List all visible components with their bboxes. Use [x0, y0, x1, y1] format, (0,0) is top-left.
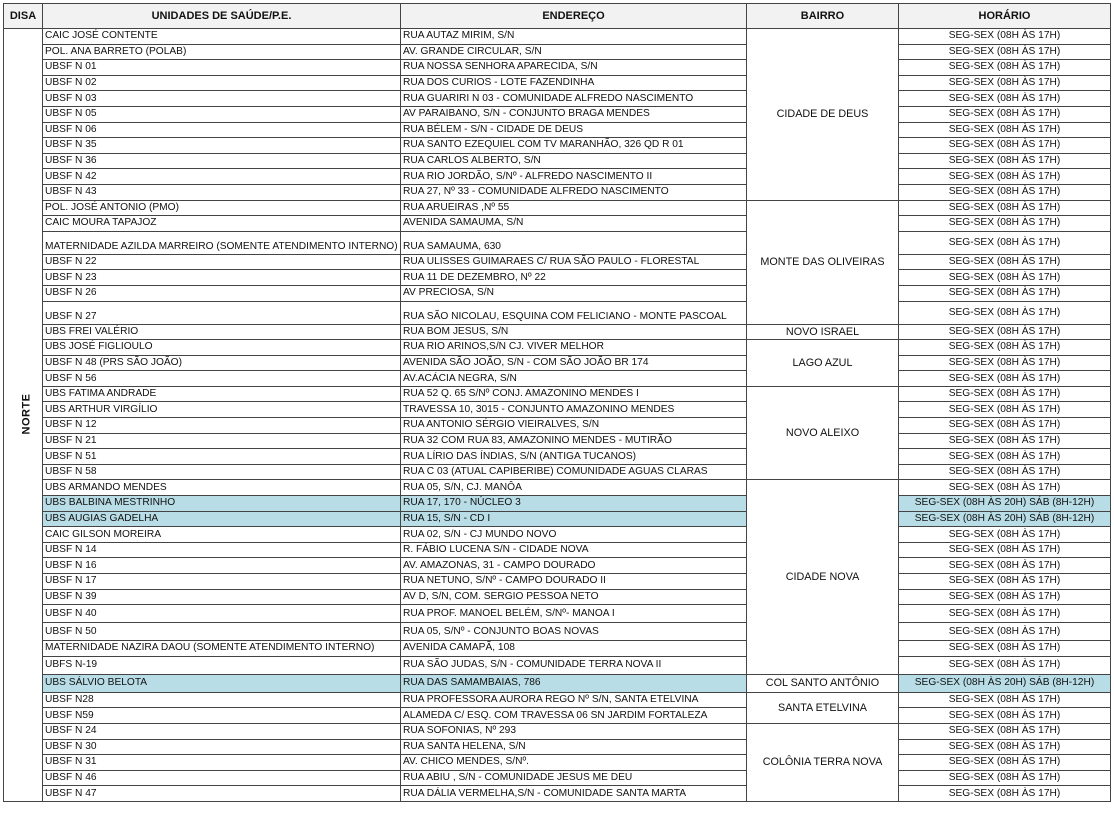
cell-horario: SEG-SEX (08H ÀS 17H): [899, 480, 1111, 496]
cell-unidade: UBSF N 36: [43, 153, 401, 169]
table-row: [4, 418, 1111, 434]
cell-unidade: UBSF N 47: [43, 786, 401, 802]
cell-horario: SEG-SEX (08H ÀS 17H): [899, 324, 1111, 340]
table-row: [4, 558, 1111, 574]
table-row: [4, 270, 1111, 286]
cell-endereco: RUA SOFONIAS, Nº 293: [401, 723, 747, 739]
cell-horario: SEG-SEX (08H ÀS 17H): [899, 739, 1111, 755]
cell-unidade: UBSF N 31: [43, 755, 401, 771]
cell-endereco: RUA 17, 170 - NÚCLEO 3: [401, 496, 747, 512]
cell-unidade: UBS FATIMA ANDRADE: [43, 386, 401, 402]
cell-horario: SEG-SEX (08H ÀS 17H): [899, 527, 1111, 543]
header-horario: HORÁRIO: [899, 4, 1111, 29]
cell-endereco: TRAVESSA 10, 3015 - CONJUNTO AMAZONINO MENDES: [401, 402, 747, 418]
cell-unidade: MATERNIDADE AZILDA MARREIRO (SOMENTE ATENDIMENTO INTERNO): [43, 231, 401, 254]
header-row: [4, 4, 1111, 29]
header-unidade: UNIDADES DE SAÚDE/P.E.: [43, 4, 401, 29]
table-row: [4, 674, 1111, 692]
cell-horario: SEG-SEX (08H ÀS 17H): [899, 44, 1111, 60]
table-row: [4, 106, 1111, 122]
table-row: [4, 511, 1111, 527]
cell-horario: SEG-SEX (08H ÀS 17H): [899, 433, 1111, 449]
cell-unidade: UBSF N 06: [43, 122, 401, 138]
cell-endereco: AVENIDA SÃO JOÃO, S/N - COM SÃO JOÃO BR 174: [401, 355, 747, 371]
cell-horario: SEG-SEX (08H ÀS 20H) SÁB (8H-12H): [899, 511, 1111, 527]
cell-horario: SEG-SEX (08H ÀS 17H): [899, 786, 1111, 802]
table-row: [4, 231, 1111, 254]
header-disa: DISA: [4, 4, 43, 29]
cell-horario: SEG-SEX (08H ÀS 17H): [899, 340, 1111, 356]
cell-unidade: UBS BALBINA MESTRINHO: [43, 496, 401, 512]
cell-horario: SEG-SEX (08H ÀS 17H): [899, 589, 1111, 605]
cell-unidade: CAIC JOSÉ CONTENTE: [43, 29, 401, 45]
cell-unidade: UBS ARMANDO MENDES: [43, 480, 401, 496]
cell-endereco: RUA SÃO JUDAS, S/N - COMUNIDADE TERRA NOVA II: [401, 656, 747, 674]
cell-unidade: UBSF N 42: [43, 169, 401, 185]
cell-bairro: SANTA ETELVINA: [747, 692, 899, 723]
cell-endereco: RUA RIO JORDÃO, S/Nº - ALFREDO NASCIMENTO II: [401, 169, 747, 185]
cell-horario: SEG-SEX (08H ÀS 17H): [899, 270, 1111, 286]
cell-horario: SEG-SEX (08H ÀS 17H): [899, 153, 1111, 169]
cell-horario: SEG-SEX (08H ÀS 17H): [899, 91, 1111, 107]
table-row: [4, 480, 1111, 496]
cell-unidade: CAIC GILSON MOREIRA: [43, 527, 401, 543]
cell-horario: SEG-SEX (08H ÀS 17H): [899, 418, 1111, 434]
cell-unidade: UBSF N 27: [43, 301, 401, 324]
cell-endereco: RUA SANTA HELENA, S/N: [401, 739, 747, 755]
table-row: [4, 301, 1111, 324]
table-row: [4, 60, 1111, 76]
table-row: [4, 623, 1111, 641]
cell-horario: SEG-SEX (08H ÀS 17H): [899, 558, 1111, 574]
cell-horario: SEG-SEX (08H ÀS 17H): [899, 464, 1111, 480]
cell-endereco: RUA 15, S/N - CD I: [401, 511, 747, 527]
cell-horario: SEG-SEX (08H ÀS 17H): [899, 60, 1111, 76]
table-row: [4, 371, 1111, 387]
cell-unidade: UBSF N 39: [43, 589, 401, 605]
cell-endereco: RUA 27, Nº 33 - COMUNIDADE ALFREDO NASCIMENTO: [401, 184, 747, 200]
table-body: [4, 29, 1111, 802]
cell-horario: SEG-SEX (08H ÀS 17H): [899, 138, 1111, 154]
cell-horario: SEG-SEX (08H ÀS 17H): [899, 708, 1111, 724]
cell-unidade: UBS FREI VALÉRIO: [43, 324, 401, 340]
table-row: [4, 44, 1111, 60]
cell-bairro: CIDADE DE DEUS: [747, 29, 899, 201]
table-row: [4, 739, 1111, 755]
table-row: [4, 285, 1111, 301]
cell-endereco: RUA ULISSES GUIMARAES C/ RUA SÃO PAULO - FLORESTAL: [401, 254, 747, 270]
cell-unidade: UBSF N 46: [43, 770, 401, 786]
cell-endereco: AVENIDA CAMAPÃ, 108: [401, 641, 747, 657]
cell-horario: SEG-SEX (08H ÀS 17H): [899, 122, 1111, 138]
cell-horario: SEG-SEX (08H ÀS 17H): [899, 169, 1111, 185]
cell-endereco: RUA BOM JESUS, S/N: [401, 324, 747, 340]
header-endereco: ENDEREÇO: [401, 4, 747, 29]
table-row: [4, 641, 1111, 657]
cell-unidade: UBFS N-19: [43, 656, 401, 674]
cell-endereco: AV. GRANDE CIRCULAR, S/N: [401, 44, 747, 60]
table-row: [4, 723, 1111, 739]
cell-unidade: UBSF N 21: [43, 433, 401, 449]
table-row: [4, 75, 1111, 91]
cell-horario: SEG-SEX (08H ÀS 17H): [899, 770, 1111, 786]
cell-endereco: RUA AUTAZ MIRIM, S/N: [401, 29, 747, 45]
cell-unidade: UBSF N 22: [43, 254, 401, 270]
cell-horario: SEG-SEX (08H ÀS 20H) SÁB (8H-12H): [899, 496, 1111, 512]
cell-endereco: RUA ARUEIRAS ,Nº 55: [401, 200, 747, 216]
table-row: [4, 216, 1111, 232]
cell-endereco: AV PARAIBANO, S/N - CONJUNTO BRAGA MENDES: [401, 106, 747, 122]
cell-horario: SEG-SEX (08H ÀS 17H): [899, 402, 1111, 418]
cell-endereco: AV D, S/N, COM. SERGIO PESSOA NETO: [401, 589, 747, 605]
table-row: [4, 402, 1111, 418]
cell-horario: SEG-SEX (08H ÀS 17H): [899, 656, 1111, 674]
cell-endereco: ALAMEDA C/ ESQ. COM TRAVESSA 06 SN JARDIM FORTALEZA: [401, 708, 747, 724]
cell-endereco: RUA SAMAUMA, 630: [401, 231, 747, 254]
table-row: [4, 449, 1111, 465]
cell-endereco: RUA PROF. MANOEL BELÉM, S/Nº- MANOA I: [401, 605, 747, 623]
table-row: [4, 184, 1111, 200]
table-row: [4, 91, 1111, 107]
cell-horario: SEG-SEX (08H ÀS 17H): [899, 106, 1111, 122]
cell-endereco: RUA DÁLIA VERMELHA,S/N - COMUNIDADE SANTA MARTA: [401, 786, 747, 802]
cell-horario: SEG-SEX (08H ÀS 17H): [899, 371, 1111, 387]
cell-unidade: UBSF N 43: [43, 184, 401, 200]
cell-endereco: RUA 52 Q. 65 S/Nº CONJ. AMAZONINO MENDES I: [401, 386, 747, 402]
cell-horario: SEG-SEX (08H ÀS 17H): [899, 216, 1111, 232]
table-row: [4, 355, 1111, 371]
cell-endereco: RUA 11 DE DEZEMBRO, Nº 22: [401, 270, 747, 286]
cell-endereco: RUA 05, S/N, CJ. MANÔA: [401, 480, 747, 496]
cell-horario: SEG-SEX (08H ÀS 17H): [899, 542, 1111, 558]
cell-unidade: UBSF N 23: [43, 270, 401, 286]
cell-bairro: MONTE DAS OLIVEIRAS: [747, 200, 899, 324]
cell-endereco: RUA DAS SAMAMBAIAS, 786: [401, 674, 747, 692]
table-row: [4, 708, 1111, 724]
cell-endereco: RUA BÉLEM - S/N - CIDADE DE DEUS: [401, 122, 747, 138]
cell-horario: SEG-SEX (08H ÀS 17H): [899, 641, 1111, 657]
cell-horario: SEG-SEX (08H ÀS 17H): [899, 231, 1111, 254]
table-row: [4, 770, 1111, 786]
cell-unidade: UBSF N 48 (PRS SÃO JOÃO): [43, 355, 401, 371]
cell-endereco: AV. CHICO MENDES, S/Nº.: [401, 755, 747, 771]
cell-horario: SEG-SEX (08H ÀS 17H): [899, 449, 1111, 465]
table-row: [4, 656, 1111, 674]
cell-endereco: R. FÁBIO LUCENA S/N - CIDADE NOVA: [401, 542, 747, 558]
cell-endereco: RUA SÃO NICOLAU, ESQUINA COM FELICIANO - MONTE PASCOAL: [401, 301, 747, 324]
cell-unidade: UBSF N 12: [43, 418, 401, 434]
cell-horario: SEG-SEX (08H ÀS 17H): [899, 755, 1111, 771]
cell-horario: SEG-SEX (08H ÀS 17H): [899, 574, 1111, 590]
table-row: [4, 254, 1111, 270]
table-row: [4, 692, 1111, 708]
cell-unidade: MATERNIDADE NAZIRA DAOU (SOMENTE ATENDIMENTO INTERNO): [43, 641, 401, 657]
cell-unidade: UBSF N 35: [43, 138, 401, 154]
table-row: [4, 433, 1111, 449]
cell-horario: SEG-SEX (08H ÀS 17H): [899, 301, 1111, 324]
cell-unidade: POL. ANA BARRETO (POLAB): [43, 44, 401, 60]
cell-unidade: UBSF N 40: [43, 605, 401, 623]
health-units-table: [3, 3, 1111, 802]
cell-horario: SEG-SEX (08H ÀS 17H): [899, 355, 1111, 371]
cell-unidade: UBSF N 05: [43, 106, 401, 122]
table-row: [4, 574, 1111, 590]
cell-horario: SEG-SEX (08H ÀS 17H): [899, 692, 1111, 708]
cell-unidade: UBSF N 58: [43, 464, 401, 480]
cell-horario: SEG-SEX (08H ÀS 17H): [899, 623, 1111, 641]
table-row: [4, 496, 1111, 512]
cell-endereco: RUA 02, S/N - CJ MUNDO NOVO: [401, 527, 747, 543]
cell-endereco: RUA SANTO EZEQUIEL COM TV MARANHÃO, 326 QD R 01: [401, 138, 747, 154]
cell-endereco: RUA 32 COM RUA 83, AMAZONINO MENDES - MUTIRÃO: [401, 433, 747, 449]
table-row: [4, 153, 1111, 169]
cell-bairro: CIDADE NOVA: [747, 480, 899, 674]
cell-endereco: RUA NETUNO, S/Nº - CAMPO DOURADO II: [401, 574, 747, 590]
cell-endereco: RUA NOSSA SENHORA APARECIDA, S/N: [401, 60, 747, 76]
table-row: [4, 542, 1111, 558]
cell-unidade: UBSF N 56: [43, 371, 401, 387]
cell-endereco: AVENIDA SAMAUMA, S/N: [401, 216, 747, 232]
cell-horario: SEG-SEX (08H ÀS 17H): [899, 75, 1111, 91]
cell-endereco: RUA C 03 (ATUAL CAPIBERIBE) COMUNIDADE AGUAS CLARAS: [401, 464, 747, 480]
cell-endereco: AV. AMAZONAS, 31 - CAMPO DOURADO: [401, 558, 747, 574]
cell-endereco: RUA DOS CURIOS - LOTE FAZENDINHA: [401, 75, 747, 91]
table-row: [4, 324, 1111, 340]
cell-horario: SEG-SEX (08H ÀS 17H): [899, 285, 1111, 301]
table-row: [4, 755, 1111, 771]
cell-unidade: UBSF N 51: [43, 449, 401, 465]
cell-endereco: RUA ABIU , S/N - COMUNIDADE JESUS ME DEU: [401, 770, 747, 786]
cell-endereco: RUA GUARIRI N 03 - COMUNIDADE ALFREDO NASCIMENTO: [401, 91, 747, 107]
disa-label: NORTE: [20, 393, 33, 435]
table-row: [4, 527, 1111, 543]
table-row: [4, 605, 1111, 623]
disa-cell: [4, 29, 43, 802]
cell-horario: SEG-SEX (08H ÀS 17H): [899, 605, 1111, 623]
cell-bairro: COL SANTO ANTÔNIO: [747, 674, 899, 692]
header-bairro: BAIRRO: [747, 4, 899, 29]
cell-unidade: CAIC MOURA TAPAJOZ: [43, 216, 401, 232]
table-row: [4, 169, 1111, 185]
cell-bairro: LAGO AZUL: [747, 340, 899, 387]
cell-endereco: RUA LÍRIO DAS ÍNDIAS, S/N (ANTIGA TUCANOS): [401, 449, 747, 465]
cell-horario: SEG-SEX (08H ÀS 17H): [899, 254, 1111, 270]
table-row: [4, 786, 1111, 802]
table-row: [4, 340, 1111, 356]
cell-unidade: UBSF N 02: [43, 75, 401, 91]
cell-unidade: UBSF N 03: [43, 91, 401, 107]
cell-unidade: UBSF N 17: [43, 574, 401, 590]
cell-horario: SEG-SEX (08H ÀS 17H): [899, 200, 1111, 216]
cell-unidade: UBSF N28: [43, 692, 401, 708]
cell-unidade: UBS SÁLVIO BELOTA: [43, 674, 401, 692]
cell-endereco: RUA RIO ARINOS,S/N CJ. VIVER MELHOR: [401, 340, 747, 356]
cell-endereco: AV.ACÁCIA NEGRA, S/N: [401, 371, 747, 387]
cell-unidade: UBSF N 16: [43, 558, 401, 574]
table-row: [4, 464, 1111, 480]
cell-unidade: UBSF N 26: [43, 285, 401, 301]
cell-horario: SEG-SEX (08H ÀS 20H) SÁB (8H-12H): [899, 674, 1111, 692]
cell-bairro: COLÔNIA TERRA NOVA: [747, 723, 899, 801]
table-row: [4, 138, 1111, 154]
cell-endereco: RUA PROFESSORA AURORA REGO Nº S/N, SANTA ETELVINA: [401, 692, 747, 708]
cell-unidade: UBSF N 01: [43, 60, 401, 76]
cell-endereco: RUA CARLOS ALBERTO, S/N: [401, 153, 747, 169]
cell-endereco: RUA ANTONIO SÉRGIO VIEIRALVES, S/N: [401, 418, 747, 434]
cell-unidade: UBSF N 30: [43, 739, 401, 755]
cell-unidade: UBSF N 14: [43, 542, 401, 558]
cell-horario: SEG-SEX (08H ÀS 17H): [899, 386, 1111, 402]
table-row: [4, 122, 1111, 138]
table-row: [4, 386, 1111, 402]
cell-unidade: UBS JOSÉ FIGLIOULO: [43, 340, 401, 356]
table-row: [4, 200, 1111, 216]
cell-unidade: UBS AUGIAS GADELHA: [43, 511, 401, 527]
cell-unidade: UBS ARTHUR VIRGÍLIO: [43, 402, 401, 418]
table-row: [4, 29, 1111, 45]
cell-unidade: UBSF N 50: [43, 623, 401, 641]
cell-endereco: AV PRECIOSA, S/N: [401, 285, 747, 301]
cell-endereco: RUA 05, S/Nº - CONJUNTO BOAS NOVAS: [401, 623, 747, 641]
cell-bairro: NOVO ALEIXO: [747, 386, 899, 480]
table-row: [4, 589, 1111, 605]
cell-horario: SEG-SEX (08H ÀS 17H): [899, 29, 1111, 45]
cell-unidade: UBSF N 24: [43, 723, 401, 739]
cell-horario: SEG-SEX (08H ÀS 17H): [899, 184, 1111, 200]
cell-unidade: UBSF N59: [43, 708, 401, 724]
cell-bairro: NOVO ISRAEL: [747, 324, 899, 340]
cell-unidade: POL. JOSÉ ANTONIO (PMO): [43, 200, 401, 216]
cell-horario: SEG-SEX (08H ÀS 17H): [899, 723, 1111, 739]
